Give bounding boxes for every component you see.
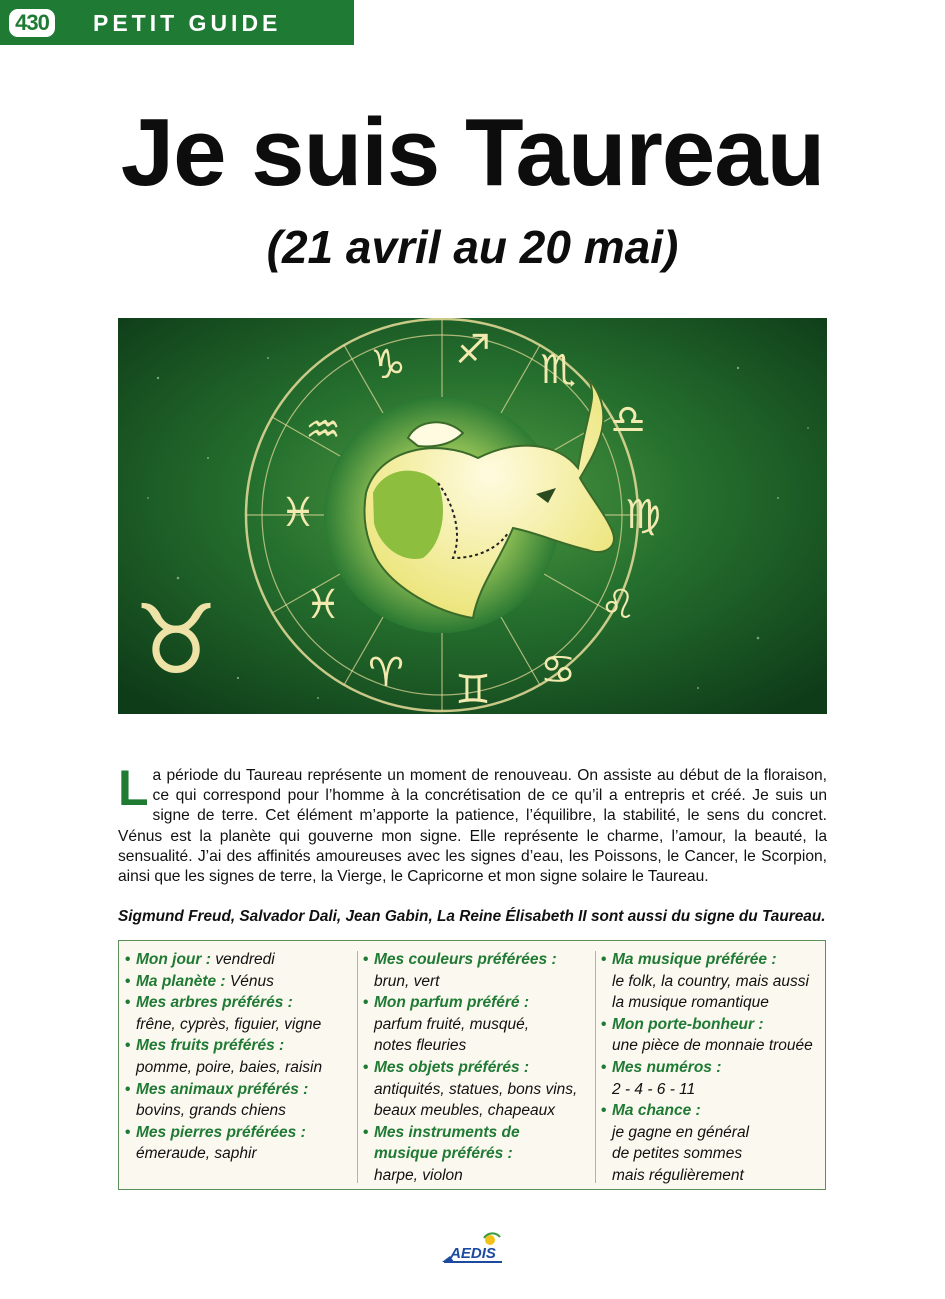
svg-text:♓: ♓ bbox=[280, 490, 316, 536]
famous-people: Sigmund Freud, Salvador Dali, Jean Gabin, La Reine Élisabeth II sont aussi du signe du Taureau. bbox=[118, 908, 826, 925]
page-subtitle: (21 avril au 20 mai) bbox=[266, 221, 679, 273]
fact-animaux: • Mes animaux préférés : bovins, grands chiens bbox=[125, 1080, 309, 1120]
facts-column-2 bbox=[363, 949, 591, 1187]
dropcap: L bbox=[118, 760, 149, 816]
header-bar bbox=[0, 0, 354, 45]
svg-text:AEDIS: AEDIS bbox=[450, 1245, 496, 1262]
intro-paragraph bbox=[118, 760, 827, 887]
column-divider bbox=[595, 951, 596, 1183]
svg-text:♐: ♐ bbox=[455, 327, 491, 373]
svg-text:♎: ♎ bbox=[610, 397, 646, 443]
svg-text:♓: ♓ bbox=[305, 582, 341, 628]
fact-instruments: • Mes instruments de musique préférés : harpe, violon bbox=[363, 1123, 520, 1184]
fact-objets: • Mes objets préférés : antiquités, statues, bons vins, beaux meubles, chapeaux bbox=[363, 1058, 578, 1120]
intro-text: a période du Taureau représente un moment de renouveau. On assiste au début de la floraison, ce qui correspond pour l’homme à la concrétisation de ce qu’il a entrepris et créé. Je suis un signe de terre. Cet élément m’apporte la patience, l’équilibre, la stabilité, le sens du concret. Vénus est la planète qui gouverne mon signe. Elle représente le charme, l’amour, la beauté, la sensualité. J’ai des affinités amoureuses avec les signes d’eau, les Poissons, le Cancer, le Scorpion, ainsi que les signes de terre, la Vierge, le Capricorne et mon signe solaire le Taureau. bbox=[118, 767, 827, 886]
fact-couleurs: • Mes couleurs préférées : brun, vert bbox=[363, 951, 557, 990]
page-title: Je suis Taureau bbox=[120, 99, 825, 206]
svg-text:♍: ♍ bbox=[625, 492, 661, 538]
fact-musique: • Ma musique préférée : le folk, la country, mais aussi la musique romantique bbox=[601, 951, 809, 1012]
svg-text:♊: ♊ bbox=[455, 667, 491, 713]
fact-pierres: • Mes pierres préférées : émeraude, saphir bbox=[125, 1123, 306, 1163]
fact-parfum: • Mon parfum préféré : parfum fruité, musqué, notes fleuries bbox=[363, 994, 530, 1055]
column-divider bbox=[357, 951, 358, 1183]
fact-numeros: • Mes numéros : 2 - 4 - 6 - 11 bbox=[601, 1058, 722, 1098]
svg-text:♋: ♋ bbox=[540, 647, 576, 693]
fact-jour: • Mon jour : vendredi bbox=[125, 951, 275, 968]
fact-chance: • Ma chance : je gagne en général de petites sommes mais régulièrement bbox=[601, 1102, 750, 1184]
svg-text:♈: ♈ bbox=[368, 650, 404, 696]
facts-column-3 bbox=[601, 949, 823, 1187]
zodiac-illustration bbox=[118, 318, 827, 714]
svg-text:♌: ♌ bbox=[600, 582, 636, 628]
svg-text:♏: ♏ bbox=[540, 347, 576, 393]
facts-column-1 bbox=[125, 949, 357, 1165]
svg-text:♑: ♑ bbox=[370, 342, 406, 388]
aedis-logo bbox=[440, 1232, 506, 1264]
taurus-symbol-icon: ♉ bbox=[132, 584, 220, 696]
fact-fruits: • Mes fruits préférés : pomme, poire, baies, raisin bbox=[125, 1037, 323, 1076]
series-name: PETIT GUIDE bbox=[93, 10, 282, 36]
fact-porte-bonheur: • Mon porte-bonheur : une pièce de monnaie trouée bbox=[601, 1015, 813, 1055]
fact-planete: • Ma planète : Vénus bbox=[125, 972, 274, 990]
svg-text:♒: ♒ bbox=[305, 407, 341, 453]
page-number: 430 bbox=[9, 9, 55, 37]
facts-box bbox=[118, 940, 826, 1190]
fact-arbres: • Mes arbres préférés : frêne, cyprès, figuier, vigne bbox=[125, 994, 322, 1033]
